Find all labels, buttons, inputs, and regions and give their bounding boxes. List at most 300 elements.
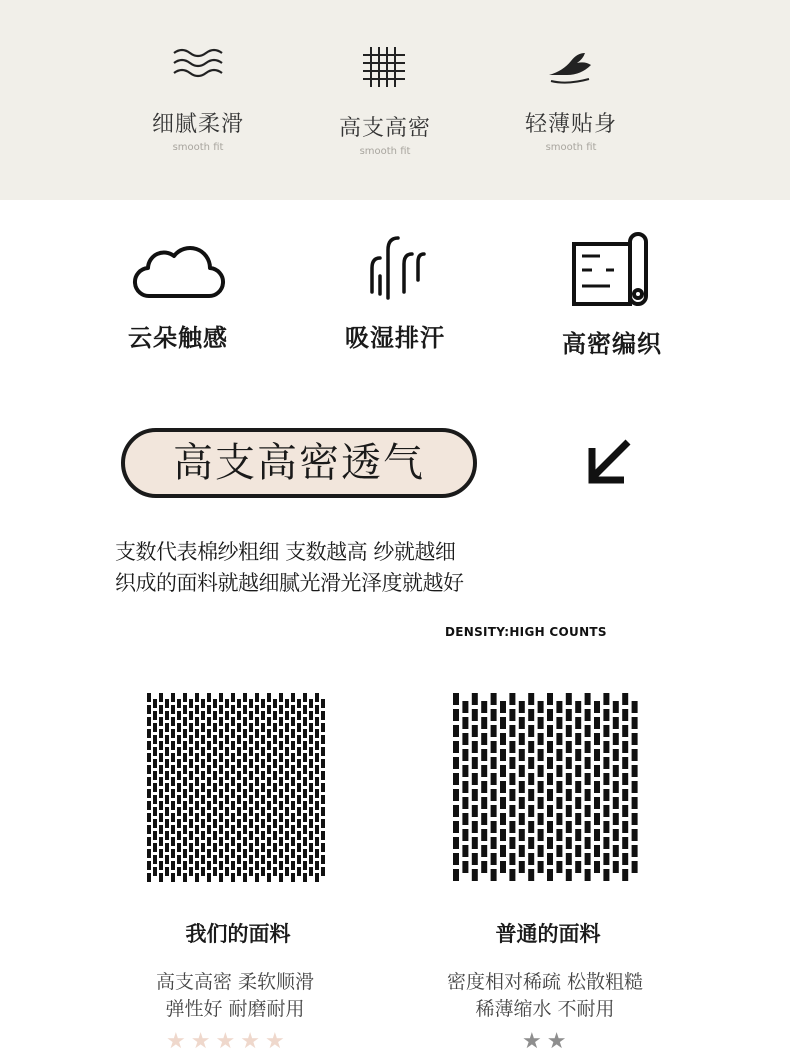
section-description: [115, 537, 675, 599]
weave-thread: [547, 773, 553, 785]
weave-thread: [462, 797, 468, 809]
weave-thread: [285, 855, 289, 864]
weave-thread: [177, 831, 181, 840]
fabric-swatch-ours: [147, 693, 329, 885]
weave-thread: [309, 771, 313, 780]
weave-thread: [165, 723, 169, 732]
weave-thread: [147, 861, 151, 870]
weave-thread: [147, 837, 151, 846]
weave-thread: [189, 843, 193, 852]
weave-thread: [159, 813, 163, 822]
star-icon: ★: [522, 1029, 547, 1054]
weave-thread: [237, 747, 241, 756]
weave-thread: [297, 831, 301, 840]
weave-thread: [519, 781, 525, 793]
weave-thread: [528, 725, 534, 737]
weave-thread: [159, 801, 163, 810]
weave-thread: [171, 861, 175, 870]
weave-thread: [237, 819, 241, 828]
weave-thread: [613, 717, 619, 729]
weave-thread: [303, 693, 307, 702]
weave-thread: [585, 741, 591, 753]
density-label: DENSITY:HIGH COUNTS: [445, 625, 607, 639]
weave-thread: [273, 735, 277, 744]
weave-thread: [201, 711, 205, 720]
weave-thread: [183, 717, 187, 726]
weave-thread: [249, 699, 253, 708]
weave-thread: [297, 795, 301, 804]
weave-thread: [255, 801, 259, 810]
weave-thread: [255, 729, 259, 738]
hand-feather-icon: [545, 45, 597, 85]
weave-thread: [291, 765, 295, 774]
weave-thread: [177, 843, 181, 852]
weave-thread: [183, 693, 187, 702]
weave-thread: [195, 753, 199, 762]
weave-thread: [255, 705, 259, 714]
weave-thread: [153, 711, 157, 720]
weave-thread: [462, 749, 468, 761]
weave-thread: [267, 777, 271, 786]
weave-thread: [255, 873, 259, 882]
weave-thread: [315, 789, 319, 798]
weave-thread: [219, 777, 223, 786]
weave-thread: [538, 829, 544, 841]
weave-thread: [159, 873, 163, 882]
weave-thread: [201, 783, 205, 792]
weave-thread: [195, 813, 199, 822]
weave-thread: [519, 717, 525, 729]
feature-title: 吸湿排汗: [345, 324, 445, 352]
weave-thread: [207, 813, 211, 822]
weave-thread: [585, 773, 591, 785]
weave-thread: [201, 867, 205, 876]
weave-thread: [453, 837, 459, 849]
weave-thread: [159, 825, 163, 834]
weave-thread: [472, 709, 478, 721]
weave-thread: [243, 825, 247, 834]
weave-thread: [255, 693, 259, 702]
weave-thread: [159, 849, 163, 858]
weave-thread: [255, 753, 259, 762]
weave-thread: [225, 759, 229, 768]
weave-thread: [249, 867, 253, 876]
weave-thread: [243, 729, 247, 738]
star-icon: ★: [215, 1029, 241, 1054]
fabric-swatch-normal: [453, 693, 641, 885]
weave-thread: [309, 735, 313, 744]
weave-thread: [453, 869, 459, 881]
weave-thread: [491, 725, 497, 737]
weave-thread: [261, 771, 265, 780]
feature-subtitle: smooth fit: [359, 146, 411, 157]
weave-thread: [566, 773, 572, 785]
weave-thread: [538, 717, 544, 729]
weave-thread: [195, 801, 199, 810]
weave-thread: [453, 757, 459, 769]
star-icon: ★: [264, 1029, 290, 1054]
weave-thread: [195, 777, 199, 786]
weave-thread: [273, 699, 277, 708]
weave-thread: [279, 777, 283, 786]
description-line: 支数代表棉纱粗细 支数越高 纱就越细: [115, 540, 456, 564]
weave-thread: [622, 693, 628, 705]
weave-thread: [472, 757, 478, 769]
weave-thread: [303, 777, 307, 786]
weave-thread: [285, 759, 289, 768]
weave-thread: [171, 741, 175, 750]
weave-thread: [147, 753, 151, 762]
weave-thread: [177, 699, 181, 708]
weave-thread: [243, 765, 247, 774]
weave-thread: [297, 771, 301, 780]
weave-thread: [219, 693, 223, 702]
fabric-roll-icon: [570, 232, 654, 308]
weave-thread: [453, 693, 459, 705]
weave-thread: [538, 797, 544, 809]
weave-thread: [231, 861, 235, 870]
weave-thread: [147, 873, 151, 882]
weave-thread: [303, 801, 307, 810]
weave-thread: [243, 873, 247, 882]
weave-thread: [594, 733, 600, 745]
weave-thread: [195, 873, 199, 882]
weave-thread: [183, 873, 187, 882]
weave-thread: [153, 867, 157, 876]
weave-thread: [528, 837, 534, 849]
weave-thread: [255, 741, 259, 750]
feature-cloud-touch: [78, 232, 278, 353]
weave-thread: [509, 757, 515, 769]
weave-thread: [519, 845, 525, 857]
weave-thread: [321, 855, 325, 864]
weave-thread: [225, 771, 229, 780]
weave-thread: [171, 753, 175, 762]
weave-thread: [147, 693, 151, 702]
weave-thread: [261, 699, 265, 708]
weave-thread: [585, 757, 591, 769]
weave-thread: [491, 853, 497, 865]
weave-thread: [603, 693, 609, 705]
weave-thread: [207, 741, 211, 750]
weave-thread: [556, 717, 562, 729]
rating-stars-ours: [166, 1029, 290, 1054]
weave-thread: [231, 777, 235, 786]
weave-thread: [303, 729, 307, 738]
weave-thread: [547, 821, 553, 833]
weave-thread: [231, 789, 235, 798]
weave-thread: [472, 821, 478, 833]
weave-thread: [509, 725, 515, 737]
weave-thread: [528, 757, 534, 769]
weave-thread: [249, 831, 253, 840]
weave-thread: [237, 795, 241, 804]
weave-thread: [243, 741, 247, 750]
weave-thread: [538, 781, 544, 793]
weave-thread: [261, 735, 265, 744]
weave-thread: [462, 813, 468, 825]
weave-thread: [528, 805, 534, 817]
weave-thread: [249, 771, 253, 780]
weave-thread: [177, 759, 181, 768]
weave-thread: [201, 807, 205, 816]
weave-thread: [603, 773, 609, 785]
weave-thread: [547, 837, 553, 849]
weave-thread: [207, 717, 211, 726]
weave-thread: [183, 765, 187, 774]
weave-thread: [273, 807, 277, 816]
weave-thread: [147, 729, 151, 738]
weave-thread: [603, 821, 609, 833]
weave-thread: [165, 711, 169, 720]
weave-thread: [303, 825, 307, 834]
weave-thread: [556, 701, 562, 713]
weave-thread: [297, 723, 301, 732]
weave-thread: [171, 789, 175, 798]
weave-thread: [255, 789, 259, 798]
weave-thread: [195, 729, 199, 738]
weave-thread: [519, 733, 525, 745]
weave-thread: [575, 813, 581, 825]
weave-thread: [613, 701, 619, 713]
weave-thread: [213, 807, 217, 816]
weave-thread: [207, 873, 211, 882]
weave-thread: [273, 867, 277, 876]
weave-thread: [267, 801, 271, 810]
weave-thread: [594, 797, 600, 809]
weave-thread: [528, 741, 534, 753]
weave-thread: [291, 729, 295, 738]
weave-thread: [195, 837, 199, 846]
weave-thread: [279, 825, 283, 834]
weave-thread: [297, 711, 301, 720]
weave-thread: [177, 723, 181, 732]
weave-thread: [632, 829, 638, 841]
weave-thread: [207, 789, 211, 798]
weave-thread: [261, 795, 265, 804]
weave-thread: [509, 869, 515, 881]
weave-thread: [165, 807, 169, 816]
weave-thread: [481, 701, 487, 713]
weave-thread: [273, 771, 277, 780]
weave-thread: [267, 741, 271, 750]
weave-thread: [585, 837, 591, 849]
weave-thread: [243, 753, 247, 762]
weave-thread: [261, 819, 265, 828]
weave-thread: [491, 837, 497, 849]
weave-thread: [613, 829, 619, 841]
weave-thread: [225, 711, 229, 720]
weave-thread: [267, 729, 271, 738]
weave-thread: [165, 783, 169, 792]
compare-line-normal: 稀薄缩水 不耐用: [475, 998, 615, 1020]
weave-thread: [519, 829, 525, 841]
weave-thread: [566, 837, 572, 849]
weave-thread: [237, 855, 241, 864]
weave-thread: [273, 843, 277, 852]
weave-thread: [321, 747, 325, 756]
weave-thread: [231, 765, 235, 774]
weave-thread: [189, 771, 193, 780]
weave-thread: [177, 783, 181, 792]
weave-thread: [291, 837, 295, 846]
cloud-icon: [130, 232, 226, 302]
weave-thread: [195, 861, 199, 870]
feature-moisture-wicking: [295, 232, 495, 353]
weave-thread: [153, 843, 157, 852]
weave-thread: [243, 777, 247, 786]
weave-thread: [622, 789, 628, 801]
weave-thread: [566, 709, 572, 721]
weave-thread: [509, 709, 515, 721]
weave-thread: [481, 765, 487, 777]
weave-thread: [237, 867, 241, 876]
weave-thread: [285, 831, 289, 840]
weave-thread: [189, 723, 193, 732]
weave-thread: [147, 765, 151, 774]
weave-thread: [453, 741, 459, 753]
weave-thread: [201, 831, 205, 840]
weave-thread: [195, 717, 199, 726]
weave-thread: [279, 789, 283, 798]
weave-thread: [566, 789, 572, 801]
weave-thread: [177, 867, 181, 876]
weave-thread: [195, 705, 199, 714]
weave-thread: [585, 709, 591, 721]
weave-thread: [481, 749, 487, 761]
weave-thread: [201, 699, 205, 708]
weave-thread: [321, 819, 325, 828]
weave-thread: [297, 855, 301, 864]
weave-thread: [315, 729, 319, 738]
weave-thread: [462, 701, 468, 713]
weave-thread: [315, 765, 319, 774]
weave-thread: [183, 741, 187, 750]
weave-thread: [285, 735, 289, 744]
weave-thread: [491, 773, 497, 785]
weave-thread: [303, 849, 307, 858]
weave-thread: [261, 843, 265, 852]
weave-thread: [249, 843, 253, 852]
weave-thread: [159, 753, 163, 762]
weave-thread: [547, 757, 553, 769]
weave-thread: [291, 789, 295, 798]
weave-thread: [315, 777, 319, 786]
weave-thread: [528, 821, 534, 833]
weave-thread: [213, 795, 217, 804]
weave-thread: [279, 765, 283, 774]
feature-title: 细腻柔滑: [151, 112, 244, 137]
weave-thread: [297, 699, 301, 708]
weave-thread: [177, 771, 181, 780]
weave-thread: [279, 717, 283, 726]
weave-thread: [255, 825, 259, 834]
weave-thread: [153, 771, 157, 780]
weave-thread: [528, 789, 534, 801]
weave-thread: [153, 735, 157, 744]
weave-thread: [267, 717, 271, 726]
weave-thread: [500, 845, 506, 857]
weave-thread: [632, 861, 638, 873]
weave-thread: [528, 869, 534, 881]
weave-thread: [225, 783, 229, 792]
weave-thread: [603, 805, 609, 817]
weave-thread: [519, 765, 525, 777]
feature-high-density: [285, 45, 485, 157]
weave-thread: [603, 869, 609, 881]
weave-thread: [481, 781, 487, 793]
weave-thread: [321, 843, 325, 852]
weave-thread: [538, 749, 544, 761]
weave-thread: [285, 723, 289, 732]
weave-thread: [481, 861, 487, 873]
weave-thread: [213, 747, 217, 756]
weave-thread: [147, 705, 151, 714]
weave-thread: [291, 717, 295, 726]
weave-thread: [165, 795, 169, 804]
weave-thread: [303, 873, 307, 882]
weave-thread: [622, 741, 628, 753]
weave-thread: [171, 717, 175, 726]
weave-thread: [309, 747, 313, 756]
weave-thread: [472, 789, 478, 801]
weave-thread: [291, 693, 295, 702]
weave-thread: [500, 749, 506, 761]
weave-thread: [225, 867, 229, 876]
weave-thread: [585, 869, 591, 881]
weave-thread: [249, 759, 253, 768]
weave-thread: [472, 805, 478, 817]
weave-thread: [309, 831, 313, 840]
weave-thread: [225, 831, 229, 840]
weave-thread: [201, 735, 205, 744]
weave-thread: [632, 733, 638, 745]
weave-thread: [219, 717, 223, 726]
weave-thread: [538, 765, 544, 777]
weave-thread: [231, 813, 235, 822]
weave-thread: [267, 765, 271, 774]
weave-thread: [594, 813, 600, 825]
weave-thread: [267, 753, 271, 762]
weave-thread: [594, 829, 600, 841]
weave-thread: [622, 821, 628, 833]
weave-thread: [509, 789, 515, 801]
weave-thread: [201, 747, 205, 756]
weave-thread: [556, 749, 562, 761]
star-icon: ★: [546, 1029, 572, 1054]
weave-thread: [165, 855, 169, 864]
weave-thread: [566, 821, 572, 833]
weave-thread: [153, 795, 157, 804]
weave-thread: [566, 853, 572, 865]
weave-thread: [189, 735, 193, 744]
weave-thread: [500, 717, 506, 729]
weave-thread: [547, 709, 553, 721]
weave-thread: [171, 693, 175, 702]
weave-thread: [603, 741, 609, 753]
weave-thread: [309, 711, 313, 720]
weave-thread: [585, 725, 591, 737]
weave-thread: [509, 773, 515, 785]
weave-thread: [594, 717, 600, 729]
weave-thread: [243, 693, 247, 702]
weave-thread: [195, 789, 199, 798]
weave-thread: [538, 861, 544, 873]
weave-thread: [237, 759, 241, 768]
weave-thread: [273, 747, 277, 756]
weave-thread: [291, 825, 295, 834]
weave-thread: [153, 759, 157, 768]
